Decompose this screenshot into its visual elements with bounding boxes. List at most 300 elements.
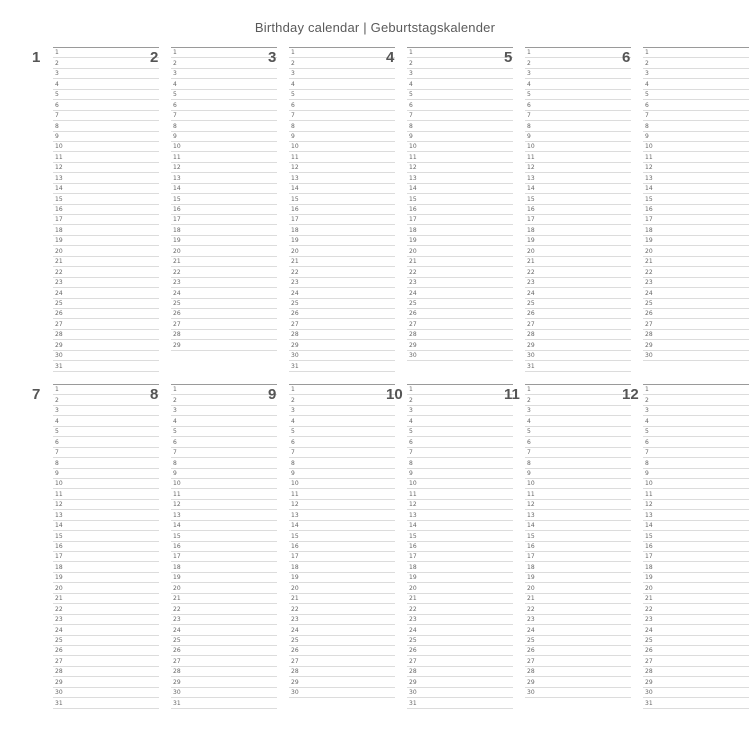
day-number: 17 <box>55 216 63 224</box>
day-number: 16 <box>173 543 181 550</box>
day-row <box>171 330 277 340</box>
day-row <box>643 288 749 298</box>
day-number: 17 <box>173 553 181 561</box>
day-row <box>407 406 513 416</box>
day-number: 9 <box>55 132 59 140</box>
day-number: 7 <box>527 112 531 120</box>
day-number: 28 <box>173 331 181 339</box>
day-number: 7 <box>645 449 649 457</box>
day-row <box>289 152 395 162</box>
day-row <box>643 656 749 666</box>
day-number: 1 <box>409 386 413 394</box>
day-row <box>289 594 395 604</box>
day-number: 30 <box>645 352 653 360</box>
day-row <box>171 604 277 614</box>
day-row <box>525 395 631 405</box>
day-row <box>289 437 395 447</box>
day-number: 13 <box>409 511 417 519</box>
day-number: 31 <box>173 699 181 707</box>
day-number: 13 <box>291 511 299 519</box>
day-row <box>171 416 277 426</box>
day-number: 26 <box>291 310 299 318</box>
day-number: 3 <box>173 70 177 78</box>
day-row <box>53 625 159 635</box>
day-row <box>407 615 513 625</box>
day-row <box>525 448 631 458</box>
day-row <box>643 427 749 437</box>
day-number: 19 <box>645 237 653 245</box>
day-row <box>407 479 513 489</box>
day-number: 27 <box>55 320 63 328</box>
day-number: 8 <box>645 122 649 130</box>
day-row <box>289 552 395 562</box>
day-row <box>53 152 159 162</box>
day-number: 2 <box>173 396 177 404</box>
day-row <box>525 340 631 350</box>
day-number: 20 <box>291 584 299 592</box>
day-row <box>289 90 395 100</box>
day-number: 13 <box>645 511 653 519</box>
day-row <box>407 542 513 552</box>
day-number: 1 <box>527 386 531 394</box>
day-row <box>407 257 513 267</box>
day-number: 22 <box>409 605 417 613</box>
day-number: 10 <box>55 143 63 151</box>
day-number: 3 <box>173 407 177 415</box>
day-row <box>407 552 513 562</box>
day-row <box>525 132 631 142</box>
day-number: 21 <box>409 595 417 603</box>
day-row <box>643 121 749 131</box>
day-number: 7 <box>645 112 649 120</box>
day-number: 13 <box>173 511 181 519</box>
day-number: 25 <box>173 636 181 644</box>
day-number: 31 <box>291 362 299 370</box>
day-number: 13 <box>55 511 63 519</box>
day-row <box>525 152 631 162</box>
day-number: 7 <box>55 112 59 120</box>
day-number: 24 <box>173 289 181 297</box>
day-row <box>407 278 513 288</box>
day-row <box>53 531 159 541</box>
day-row <box>525 562 631 572</box>
day-row <box>643 246 749 256</box>
month-number: 11 <box>504 386 520 403</box>
day-number: 27 <box>409 657 417 665</box>
day-number: 26 <box>527 647 535 655</box>
day-number: 1 <box>291 49 295 57</box>
day-row <box>643 573 749 583</box>
day-row <box>525 236 631 246</box>
day-number: 5 <box>645 91 649 99</box>
day-row <box>525 215 631 225</box>
day-number: 9 <box>173 132 177 140</box>
day-number: 17 <box>645 553 653 561</box>
day-number: 20 <box>55 247 63 255</box>
day-row <box>53 646 159 656</box>
day-number: 30 <box>409 352 417 360</box>
day-number: 15 <box>173 195 181 203</box>
day-row <box>643 267 749 277</box>
day-row <box>525 173 631 183</box>
day-row <box>525 615 631 625</box>
day-number: 6 <box>173 438 177 446</box>
day-row <box>407 500 513 510</box>
day-number: 12 <box>291 501 299 509</box>
day-number: 18 <box>55 226 63 234</box>
day-row <box>407 142 513 152</box>
month-column-10 <box>385 384 513 714</box>
day-row <box>289 583 395 593</box>
day-row <box>171 594 277 604</box>
day-number: 3 <box>409 70 413 78</box>
day-list <box>407 385 513 709</box>
day-number: 11 <box>409 153 417 161</box>
day-number: 24 <box>645 626 653 634</box>
day-row <box>643 225 749 235</box>
day-number: 23 <box>55 616 63 624</box>
day-row <box>53 319 159 329</box>
day-number: 22 <box>409 268 417 276</box>
day-row <box>289 562 395 572</box>
day-number: 28 <box>409 668 417 676</box>
day-number: 20 <box>645 247 653 255</box>
day-number: 14 <box>409 522 417 530</box>
day-number: 8 <box>173 459 177 467</box>
day-number: 29 <box>291 341 299 349</box>
day-number: 12 <box>173 501 181 509</box>
day-number: 19 <box>55 574 63 582</box>
day-number: 18 <box>55 563 63 571</box>
day-number: 6 <box>409 438 413 446</box>
day-number: 19 <box>173 237 181 245</box>
day-row <box>171 163 277 173</box>
day-list <box>525 48 631 372</box>
day-row <box>643 395 749 405</box>
day-number: 28 <box>527 668 535 676</box>
day-number: 26 <box>173 310 181 318</box>
day-row <box>171 510 277 520</box>
day-row <box>643 562 749 572</box>
day-row <box>289 510 395 520</box>
day-number: 22 <box>527 268 535 276</box>
day-row <box>289 299 395 309</box>
day-row <box>407 48 513 58</box>
day-number: 31 <box>645 699 653 707</box>
day-row <box>53 225 159 235</box>
day-number: 30 <box>291 689 299 697</box>
day-number: 3 <box>55 407 59 415</box>
day-number: 7 <box>173 449 177 457</box>
month-column-7 <box>31 384 159 714</box>
day-number: 8 <box>409 459 413 467</box>
day-number: 8 <box>291 122 295 130</box>
day-row <box>289 636 395 646</box>
day-row <box>643 236 749 246</box>
day-number: 10 <box>173 143 181 151</box>
day-number: 29 <box>645 678 653 686</box>
day-row <box>643 583 749 593</box>
day-row <box>407 173 513 183</box>
day-number: 10 <box>55 480 63 488</box>
day-row <box>289 395 395 405</box>
day-number: 2 <box>409 59 413 67</box>
day-number: 11 <box>527 490 535 498</box>
day-list <box>407 48 513 361</box>
day-row <box>53 416 159 426</box>
day-row <box>171 225 277 235</box>
day-row <box>289 688 395 698</box>
day-number: 25 <box>409 299 417 307</box>
day-row <box>289 100 395 110</box>
day-row <box>407 100 513 110</box>
day-number: 22 <box>291 268 299 276</box>
day-row <box>53 636 159 646</box>
day-number: 23 <box>173 616 181 624</box>
day-number: 8 <box>55 122 59 130</box>
day-number: 12 <box>645 501 653 509</box>
month-number: 1 <box>32 49 41 66</box>
day-row <box>407 215 513 225</box>
day-number: 18 <box>527 563 535 571</box>
day-number: 16 <box>55 543 63 550</box>
day-row <box>53 385 159 395</box>
month-number: 4 <box>386 49 395 66</box>
day-row <box>525 542 631 552</box>
day-number: 2 <box>55 59 59 67</box>
day-row <box>289 246 395 256</box>
day-row <box>643 416 749 426</box>
day-row <box>171 667 277 677</box>
day-row <box>171 636 277 646</box>
day-row <box>53 667 159 677</box>
day-row <box>171 257 277 267</box>
day-number: 30 <box>645 689 653 697</box>
day-row <box>525 100 631 110</box>
day-row <box>289 615 395 625</box>
day-row <box>643 132 749 142</box>
day-number: 15 <box>291 532 299 540</box>
day-row <box>53 615 159 625</box>
day-number: 22 <box>173 605 181 613</box>
day-row <box>643 58 749 68</box>
day-number: 2 <box>645 59 649 67</box>
day-number: 23 <box>527 279 535 287</box>
day-row <box>525 594 631 604</box>
day-number: 23 <box>173 279 181 287</box>
day-number: 15 <box>527 195 535 203</box>
day-row <box>53 132 159 142</box>
day-row <box>171 236 277 246</box>
day-number: 5 <box>409 91 413 99</box>
month-column-2 <box>149 47 277 377</box>
day-number: 14 <box>55 522 63 530</box>
day-row <box>53 299 159 309</box>
day-number: 11 <box>55 490 63 498</box>
day-number: 21 <box>645 258 653 266</box>
day-number: 12 <box>55 164 63 172</box>
day-number: 15 <box>409 532 417 540</box>
day-row <box>289 625 395 635</box>
day-number: 24 <box>527 289 535 297</box>
day-row <box>289 521 395 531</box>
day-row <box>53 278 159 288</box>
day-row <box>289 416 395 426</box>
day-number: 28 <box>645 668 653 676</box>
day-row <box>289 121 395 131</box>
day-number: 11 <box>291 490 299 498</box>
day-row <box>407 510 513 520</box>
day-row <box>643 100 749 110</box>
day-row <box>171 288 277 298</box>
day-number: 5 <box>527 428 531 436</box>
day-row <box>643 448 749 458</box>
day-row <box>53 48 159 58</box>
day-number: 24 <box>55 289 63 297</box>
day-row <box>53 184 159 194</box>
day-row <box>525 278 631 288</box>
day-number: 14 <box>409 185 417 193</box>
day-number: 5 <box>173 428 177 436</box>
day-number: 14 <box>173 185 181 193</box>
day-number: 27 <box>527 657 535 665</box>
day-number: 18 <box>291 226 299 234</box>
day-number: 6 <box>527 101 531 109</box>
day-number: 25 <box>291 636 299 644</box>
day-row <box>171 562 277 572</box>
day-number: 15 <box>645 532 653 540</box>
day-number: 8 <box>409 122 413 130</box>
day-number: 29 <box>55 341 63 349</box>
day-row <box>643 385 749 395</box>
day-number: 21 <box>527 595 535 603</box>
day-row <box>171 406 277 416</box>
day-number: 4 <box>527 80 531 88</box>
day-row <box>53 604 159 614</box>
day-number: 15 <box>645 195 653 203</box>
day-row <box>171 427 277 437</box>
day-row <box>53 111 159 121</box>
day-number: 21 <box>527 258 535 266</box>
day-row <box>289 500 395 510</box>
day-row <box>643 184 749 194</box>
day-number: 3 <box>291 407 295 415</box>
day-number: 12 <box>55 501 63 509</box>
day-number: 23 <box>645 616 653 624</box>
day-number: 11 <box>645 153 653 161</box>
day-number: 10 <box>173 480 181 488</box>
day-row <box>525 351 631 361</box>
day-row <box>525 469 631 479</box>
month-number: 8 <box>150 386 159 403</box>
day-row <box>407 69 513 79</box>
day-number: 22 <box>645 605 653 613</box>
day-row <box>407 594 513 604</box>
day-number: 11 <box>173 490 181 498</box>
day-row <box>525 646 631 656</box>
day-number: 27 <box>645 657 653 665</box>
day-number: 29 <box>291 678 299 686</box>
day-row <box>289 361 395 371</box>
day-row <box>53 58 159 68</box>
day-row <box>53 142 159 152</box>
day-row <box>525 69 631 79</box>
day-number: 11 <box>55 153 63 161</box>
day-row <box>171 111 277 121</box>
day-number: 22 <box>173 268 181 276</box>
day-row <box>407 437 513 447</box>
day-number: 21 <box>173 258 181 266</box>
day-number: 31 <box>527 362 535 370</box>
day-row <box>525 299 631 309</box>
day-row <box>643 437 749 447</box>
day-number: 29 <box>173 341 181 349</box>
month-column-11 <box>503 384 631 714</box>
page-title: Birthday calendar | Geburtstagskalender <box>254 20 496 35</box>
day-number: 18 <box>645 563 653 571</box>
day-row <box>643 309 749 319</box>
day-row <box>643 48 749 58</box>
day-row <box>53 552 159 562</box>
day-row <box>643 552 749 562</box>
day-number: 4 <box>291 417 295 425</box>
day-row <box>53 100 159 110</box>
day-row <box>289 531 395 541</box>
day-row <box>407 288 513 298</box>
day-row <box>289 385 395 395</box>
day-number: 13 <box>291 174 299 182</box>
day-row <box>289 288 395 298</box>
day-number: 11 <box>409 490 417 498</box>
day-number: 20 <box>527 584 535 592</box>
day-row <box>407 90 513 100</box>
day-row <box>525 121 631 131</box>
day-row <box>407 225 513 235</box>
day-number: 5 <box>645 428 649 436</box>
day-row <box>407 132 513 142</box>
day-number: 10 <box>527 143 535 151</box>
day-number: 1 <box>527 49 531 57</box>
day-row <box>407 184 513 194</box>
day-number: 15 <box>55 532 63 540</box>
day-number: 1 <box>645 49 649 57</box>
day-row <box>53 173 159 183</box>
day-number: 27 <box>55 657 63 665</box>
day-number: 4 <box>409 80 413 88</box>
day-row <box>407 583 513 593</box>
month-column-8 <box>149 384 277 714</box>
day-number: 4 <box>173 80 177 88</box>
day-row <box>289 458 395 468</box>
day-number: 26 <box>55 310 63 318</box>
day-row <box>171 309 277 319</box>
day-row <box>643 111 749 121</box>
day-row <box>53 361 159 371</box>
day-number: 20 <box>409 584 417 592</box>
day-number: 9 <box>409 132 413 140</box>
day-number: 11 <box>527 153 535 161</box>
day-number: 20 <box>409 247 417 255</box>
day-row <box>525 531 631 541</box>
day-row <box>171 489 277 499</box>
day-row <box>643 604 749 614</box>
day-number: 16 <box>645 206 653 213</box>
day-row <box>407 562 513 572</box>
day-number: 22 <box>55 268 63 276</box>
month-column-12 <box>621 384 749 714</box>
day-row <box>407 121 513 131</box>
day-number: 10 <box>291 480 299 488</box>
